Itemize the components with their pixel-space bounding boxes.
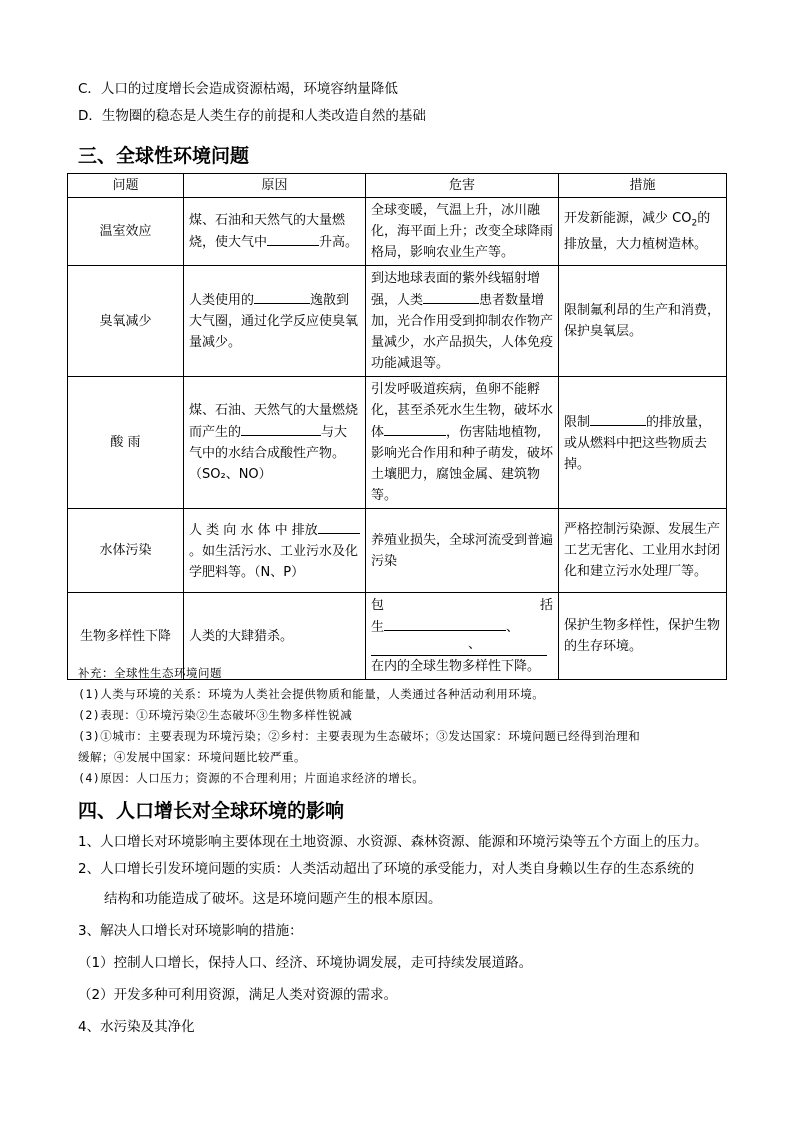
harm-cell: 到达地球表面的紫外线辐射增强，人类 患者数量增加，光合作用受到抑制农作物产量减少，水产品损失，人体免疫功能减退等。 [366, 266, 559, 377]
paragraph: 1、人口增长对环境影响主要体现在土地资源、水资源、森林资源、能源和环境污染等五个方面上的压力。 [78, 834, 708, 850]
section3-title: 三、全球性环境问题 [78, 145, 250, 167]
supplement-line: (3)①城市：主要表现为环境污染；②乡村：主要表现为生态破坏；③发达国家：环境问题已经得到治理和 [78, 729, 641, 743]
paragraph: 结构和功能造成了破坏。这是环境问题产生的根本原因。 [104, 891, 442, 907]
paragraph: （2）开发多种可利用资源，满足人类对资源的需求。 [78, 987, 398, 1003]
environment-problems-table [67, 173, 727, 680]
blank [267, 231, 319, 246]
cause-cell: 煤、石油和天然气的大量燃烧，使大气中 升高。 [184, 198, 366, 266]
table-header-row [68, 174, 727, 198]
supplement-line: (4)原因：人口压力；资源的不合理利用；片面追求经济的增长。 [78, 771, 425, 785]
harm-cell: 包 括 生 、 、 在内的全球生物多样性下降。 [366, 593, 559, 680]
table-row [68, 266, 727, 377]
option-c: C．人口的过度增长会造成资源枯竭，环境容纳量降低 [78, 81, 398, 97]
paragraph: （1）控制人口增长，保持人口、经济、环境协调发展，走可持续发展道路。 [78, 955, 533, 971]
measure-cell: 保护生物多样性，保护生物的生存环境。 [559, 593, 727, 680]
table-row [68, 509, 727, 593]
cause-cell: 人类的大肆猎杀。 [184, 593, 366, 680]
problem-cell: 水体污染 [68, 509, 184, 593]
supplement-line: (2)表现：①环境污染②生态破坏③生物多样性锐减 [78, 708, 353, 722]
measure-cell: 严格控制污染源、发展生产工艺无害化、工业用水封闭化和建立污水处理厂等。 [559, 509, 727, 593]
problem-cell: 臭氧减少 [68, 266, 184, 377]
header-harm: 危害 [366, 174, 559, 198]
paragraph: 3、解决人口增长对环境影响的措施： [78, 923, 303, 939]
header-problem: 问题 [68, 174, 184, 198]
cause-cell: 煤、石油、天然气的大量燃烧而产生的 与大气中的水结合成酸性产物。（SO₂、NO） [184, 377, 366, 509]
table-row [68, 377, 727, 509]
cause-cell: 人类使用的 逸散到大气圈，通过化学反应使臭氧量减少。 [184, 266, 366, 377]
harm-cell: 养殖业损失，全球河流受到普遍污染 [366, 509, 559, 593]
supplement-line: 缓解；④发展中国家：环境问题比较严重。 [78, 750, 306, 764]
table-row [68, 198, 727, 266]
header-measure: 措施 [559, 174, 727, 198]
supplement-line: (1)人类与环境的关系：环境为人类社会提供物质和能量，人类通过各种活动利用环境。 [78, 687, 545, 701]
header-cause: 原因 [184, 174, 366, 198]
problem-cell: 生物多样性下降 [68, 593, 184, 680]
measure-cell: 限制氟利昂的生产和消费，保护臭氧层。 [559, 266, 727, 377]
problem-cell: 酸 雨 [68, 377, 184, 509]
blank [423, 289, 479, 304]
blank [318, 519, 360, 534]
blank [384, 421, 446, 436]
option-d: D．生物圈的稳态是人类生存的前提和人类改造自然的基础 [78, 108, 426, 124]
paragraph: 4、水污染及其净化 [78, 1019, 195, 1035]
problem-cell: 温室效应 [68, 198, 184, 266]
measure-cell: 限制 的排放量，或从燃料中把这些物质去掉。 [559, 377, 727, 509]
blank [384, 616, 506, 631]
blank [590, 411, 646, 426]
supplement-title: 补充：全球性生态环境问题 [78, 666, 222, 680]
harm-cell: 引发呼吸道疾病，鱼卵不能孵化，甚至杀死水生生物，破坏水体 ，伤害陆地植物,影响光合作用和种子萌发，破坏土壤肥力，腐蚀金属、建筑物等。 [366, 377, 559, 509]
section4-title: 四、人口增长对全球环境的影响 [78, 800, 345, 822]
paragraph: 2、人口增长引发环境问题的实质：人类活动超出了环境的承受能力，对人类自身赖以生存的生态系统的 [78, 861, 695, 877]
measure-cell: 开发新能源，减少 $CO_2$的排放量，大力植树造林。 [559, 198, 727, 266]
blank [241, 421, 321, 436]
blank [254, 289, 310, 304]
cause-cell: 人 类 向 水 体 中 排放。如生活污水、工业污水及化学肥料等。（N、P） [184, 509, 366, 593]
harm-cell: 全球变暖，气温上升，冰川融化，海平面上升；改变全球降雨格局，影响农业生产等。 [366, 198, 559, 266]
